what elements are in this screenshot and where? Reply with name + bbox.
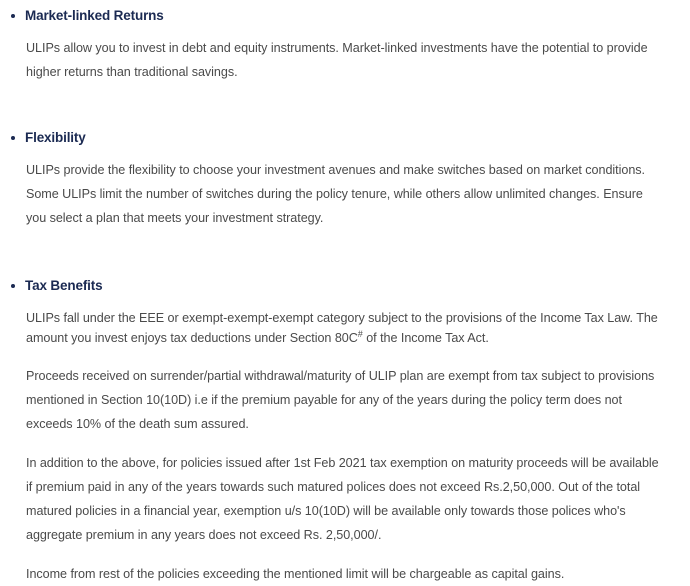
bullet-dot-icon xyxy=(11,14,15,18)
paragraph: Income from rest of the policies exceeding the mentioned limit will be chargeable as capital gains. xyxy=(26,567,565,581)
footnote-marker: # xyxy=(357,328,363,339)
section-heading: Market-linked Returns xyxy=(25,8,164,23)
paragraph: ULIPs allow you to invest in debt and equity instruments. Market-linked investments have the potential to provide higher returns than traditional savings. xyxy=(26,41,648,79)
section-heading: Tax Benefits xyxy=(25,278,103,293)
bullet-dot-icon xyxy=(11,136,15,140)
section-flexibility xyxy=(0,84,690,230)
paragraph-text-after-footnote: of the Income Tax Act. xyxy=(362,331,489,345)
bullet-heading-market-linked-returns xyxy=(0,7,690,25)
section-tax-benefits xyxy=(0,230,690,586)
section-heading: Flexibility xyxy=(25,130,86,145)
paragraph-with-footnote xyxy=(0,295,690,348)
bullet-heading-flexibility xyxy=(0,129,690,147)
bullet-heading-tax-benefits xyxy=(0,277,690,295)
section-market-linked-returns xyxy=(0,0,690,84)
bullet-dot-icon xyxy=(11,284,15,288)
paragraph: Proceeds received on surrender/partial withdrawal/maturity of ULIP plan are exempt from tax subject to provisions mentioned in Section 10(10D) i.e if the premium payable for any of the years during the policy term does not exceeds 10% of the death sum assured. xyxy=(26,369,655,431)
paragraph: In addition to the above, for policies issued after 1st Feb 2021 tax exemption on maturity proceeds will be available if premium paid in any of the years towards such matured polices does not exceed Rs.2,50,000. Out of the total matured policies in a financial year, exemption u/s 10(10D) will be available only towards those polices who's aggregate premium in any years does not exceed Rs. 2,50,000/. xyxy=(26,456,659,542)
paragraph-text-before-footnote: ULIPs fall under the EEE or exempt-exempt-exempt category subject to the provisions of the Income Tax Law. The amount you invest enjoys tax deductions under Section 80C xyxy=(26,311,658,345)
paragraph: ULIPs provide the flexibility to choose your investment avenues and make switches based on market conditions. Some ULIPs limit the number of switches during the policy tenure, while others allow unlimited changes. Ensure you select a plan that meets your investment strategy. xyxy=(26,163,645,225)
